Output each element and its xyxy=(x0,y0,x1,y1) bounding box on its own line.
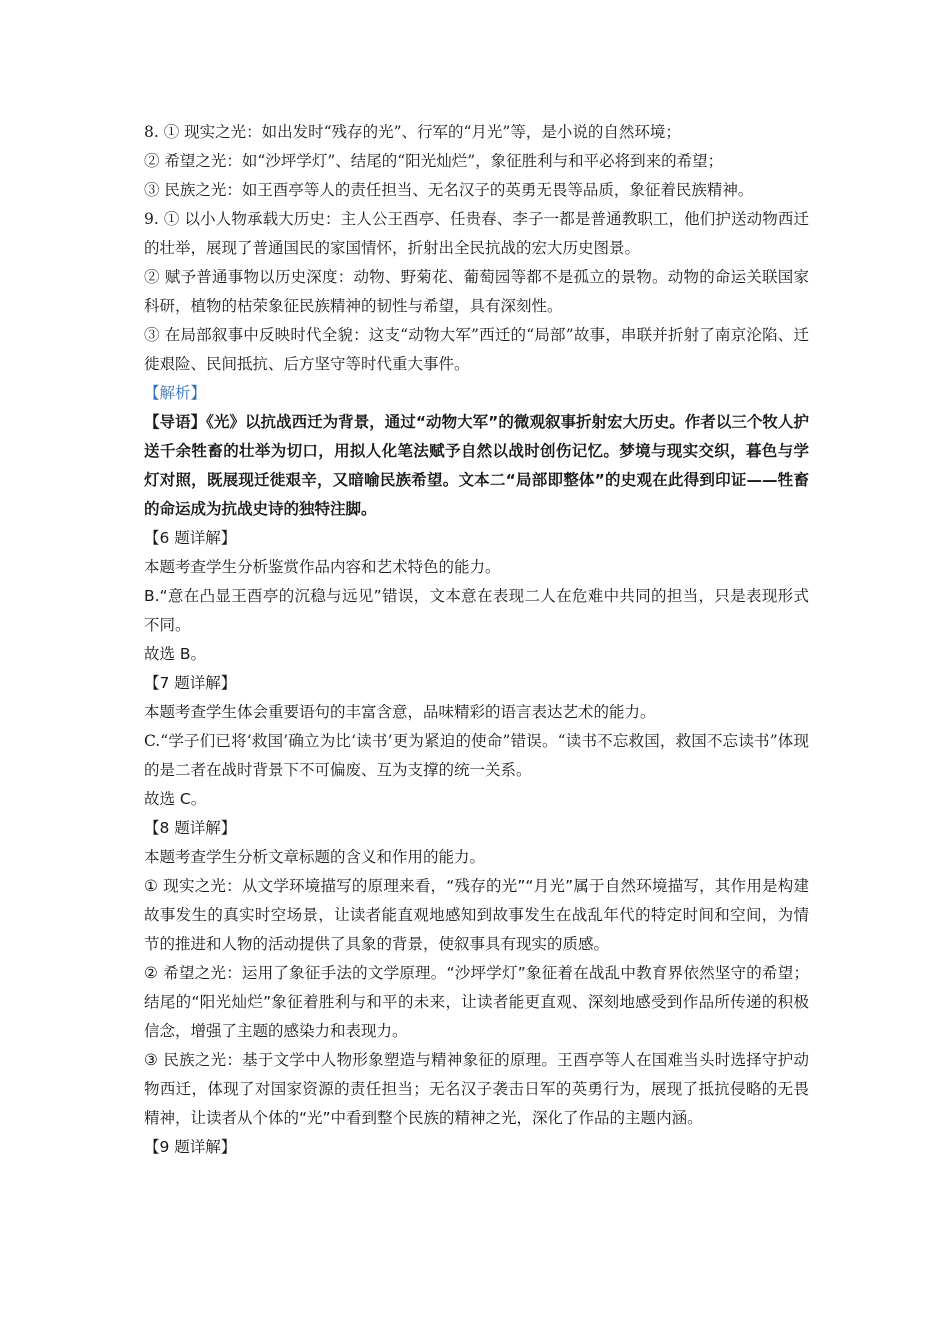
analysis-label: 【解析】 xyxy=(144,384,207,402)
q8-heading: 【8 题详解】 xyxy=(144,819,237,837)
q7-line-3: 故选 C。 xyxy=(144,790,207,808)
q9-heading: 【9 题详解】 xyxy=(144,1138,237,1156)
q7-heading: 【7 题详解】 xyxy=(144,674,237,692)
q8-line-1: 本题考查学生分析文章标题的含义和作用的能力。 xyxy=(144,848,486,866)
q7-line-2: C.“学子们已将‘救国’确立为比‘读书’更为紧迫的使命”错误。“读书不忘救国，救国不忘读书”体现的是二者在战时背景下不可偏废、互为支撑的统一关系。 xyxy=(144,732,809,779)
answer-9-line-2: ② 赋予普通事物以历史深度：动物、野菊花、葡萄园等都不是孤立的景物。动物的命运关联国家科研，植物的枯荣象征民族精神的韧性与希望，具有深刻性。 xyxy=(144,268,809,315)
answer-9-line-1: 9. ① 以小人物承载大历史：主人公王酉亭、任贵春、李子一都是普通教职工，他们护送动物西迁的壮举，展现了普通国民的家国情怀，折射出全民抗战的宏大历史图景。 xyxy=(144,210,809,257)
q6-heading: 【6 题详解】 xyxy=(144,529,237,547)
answer-8-line-2: ② 希望之光：如“沙坪学灯”、结尾的“阳光灿烂”，象征胜利与和平必将到来的希望； xyxy=(144,152,724,170)
q6-line-2: B.“意在凸显王酉亭的沉稳与远见”错误，文本意在表现二人在危难中共同的担当，只是表现形式不同。 xyxy=(144,587,809,634)
q7-line-1: 本题考查学生体会重要语句的丰富含意，品味精彩的语言表达艺术的能力。 xyxy=(144,703,656,721)
answer-9-line-3: ③ 在局部叙事中反映时代全貌：这支“动物大军”西迁的“局部”故事，串联并折射了南京沦陷、迁徙艰险、民间抵抗、后方坚守等时代重大事件。 xyxy=(144,326,809,373)
document-page xyxy=(144,118,809,1162)
answer-8-line-3: ③ 民族之光：如王酉亭等人的责任担当、无名汉子的英勇无畏等品质，象征着民族精神。 xyxy=(144,181,754,199)
analysis-intro: 【导语】《光》以抗战西迁为背景，通过“动物大军”的微观叙事折射宏大历史。作者以三个牧人护送千余牲畜的壮举为切口，用拟人化笔法赋予自然以战时创伤记忆。梦境与现实交织，暮色与学灯对照，既展现迁徙艰辛，又暗喻民族希望。文本二“局部即整体”的史观在此得到印证——牲畜的命运成为抗战史诗的独特注脚。 xyxy=(144,413,809,518)
q8-line-2: ① 现实之光：从文学环境描写的原理来看，“残存的光”“月光”属于自然环境描写，其作用是构建故事发生的真实时空场景，让读者能直观地感知到故事发生在战乱年代的特定时间和空间，为情节的推进和人物的活动提供了具象的背景，使叙事具有现实的质感。 xyxy=(144,877,809,953)
q8-line-4: ③ 民族之光：基于文学中人物形象塑造与精神象征的原理。王酉亭等人在国难当头时选择守护动物西迁，体现了对国家资源的责任担当；无名汉子袭击日军的英勇行为，展现了抵抗侵略的无畏精神，让读者从个体的“光”中看到整个民族的精神之光，深化了作品的主题内涵。 xyxy=(144,1051,809,1127)
q6-line-3: 故选 B。 xyxy=(144,645,207,663)
answer-8-line-1: 8. ① 现实之光：如出发时“残存的光”、行军的“月光”等，是小说的自然环境； xyxy=(144,123,681,141)
q8-line-3: ② 希望之光：运用了象征手法的文学原理。“沙坪学灯”象征着在战乱中教育界依然坚守的希望；结尾的“阳光灿烂”象征着胜利与和平的未来，让读者能更直观、深刻地感受到作品所传递的积极信念，增强了主题的感染力和表现力。 xyxy=(144,964,809,1040)
q6-line-1: 本题考查学生分析鉴赏作品内容和艺术特色的能力。 xyxy=(144,558,501,576)
